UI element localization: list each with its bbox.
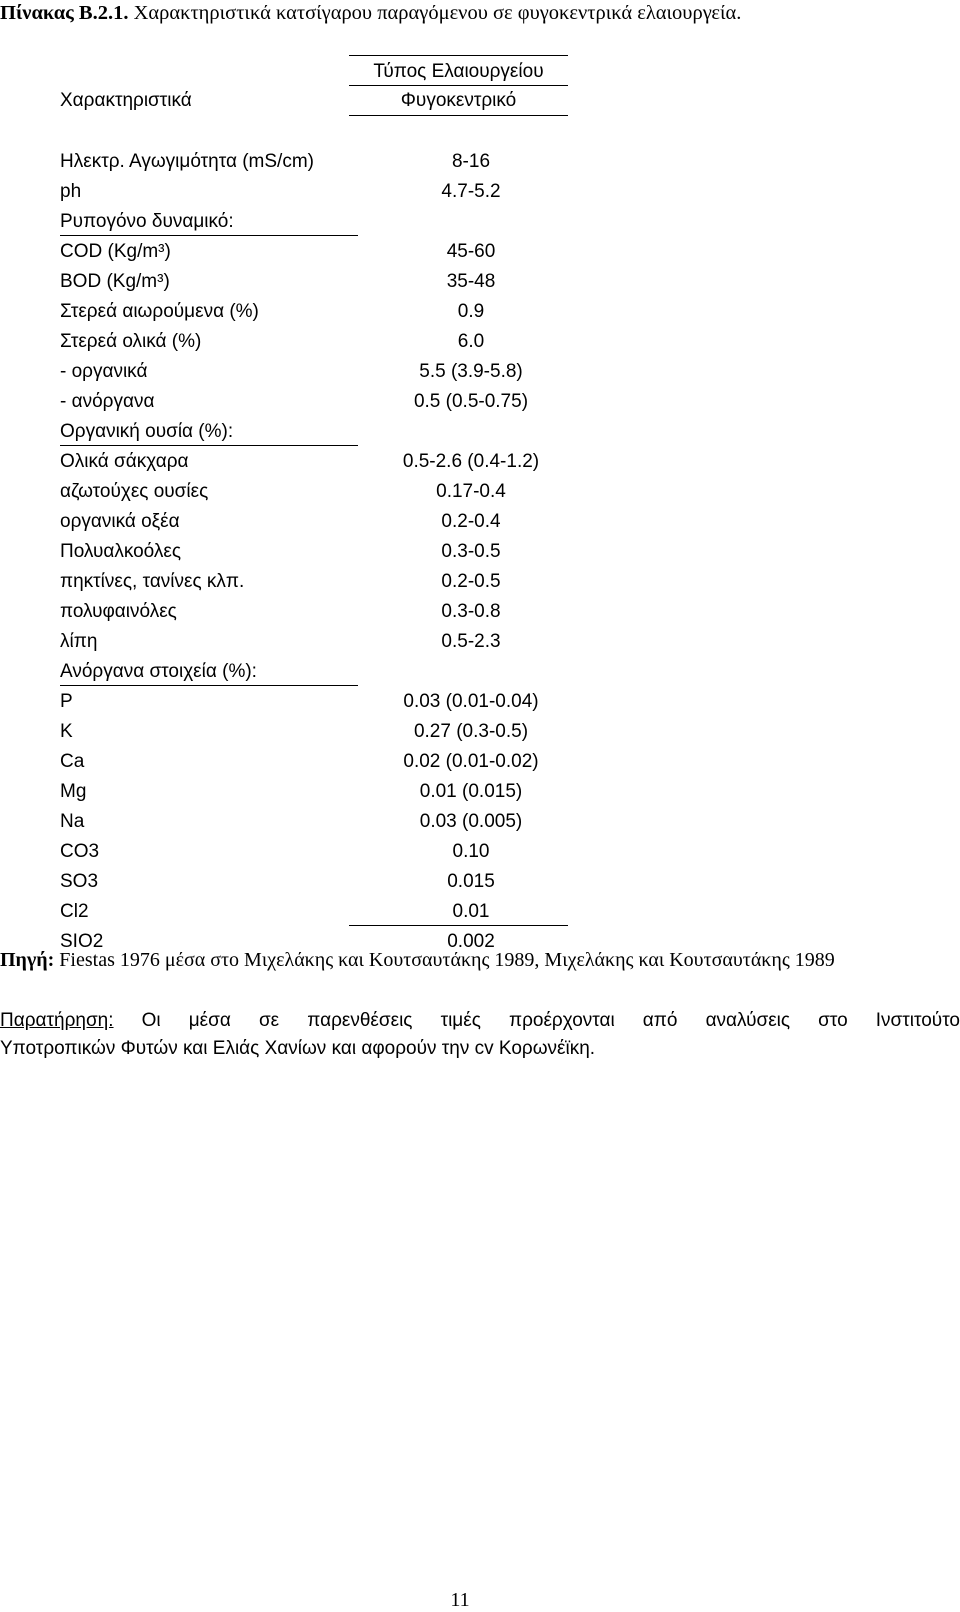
table-row: [0, 507, 600, 537]
section-header-row: [0, 417, 600, 447]
row-label: Cl2: [60, 901, 89, 922]
table-top-rule: [349, 55, 568, 56]
section-label: Οργανική ουσία (%):: [60, 417, 358, 446]
row-label: οργανικά οξέα: [60, 511, 180, 532]
row-value: 0.10: [452, 841, 490, 862]
row-value: 0.3-0.5: [441, 541, 501, 562]
row-value: 0.2-0.5: [441, 571, 501, 592]
table-row: [0, 387, 600, 417]
note-word: μέσα: [188, 1010, 231, 1031]
row-value: 0.17-0.4: [436, 481, 506, 502]
row-label: SIO2: [60, 931, 104, 952]
row-value: 0.2-0.4: [441, 511, 501, 532]
section-header-row: [0, 207, 600, 237]
row-value: 0.03 (0.005): [419, 811, 523, 832]
row-label: Ca: [60, 751, 85, 772]
table-caption-text: Χαρακτηριστικά κατσίγαρου παραγόμενου σε φυγοκεντρικά ελαιουργεία.: [128, 2, 742, 24]
row-label: Mg: [60, 781, 87, 802]
row-label: P: [60, 691, 73, 712]
row-label: Na: [60, 811, 85, 832]
table-row: [0, 567, 600, 597]
table-bottom-rule: [349, 925, 568, 926]
header-column-label: Φυγοκεντρικό: [400, 90, 517, 111]
header-group-rule: [349, 85, 568, 86]
header-bottom-rule: [349, 115, 568, 116]
row-label: Ολικά σάκχαρα: [60, 451, 189, 472]
note-word: παρενθέσεις: [307, 1010, 413, 1031]
table-row: [0, 837, 600, 867]
note-word: στο: [818, 1010, 848, 1031]
row-value: 0.9: [457, 301, 485, 322]
section-label: Ανόργανα στοιχεία (%):: [60, 657, 358, 686]
note-word: Ινστιτούτο: [875, 1010, 960, 1031]
source-citation: [0, 947, 960, 974]
table-row: [0, 357, 600, 387]
row-label: Στερεά ολικά (%): [60, 331, 202, 352]
note-word: προέρχονται: [508, 1010, 615, 1031]
note-word: τιμές: [440, 1010, 481, 1031]
table-row: [0, 867, 600, 897]
row-label: πολυφαινόλες: [60, 601, 177, 622]
row-value: 0.02 (0.01-0.02): [403, 751, 539, 772]
page-number: 11: [450, 1589, 470, 1611]
row-label: CO3: [60, 841, 100, 862]
note-paragraph: [0, 1007, 960, 1063]
row-label: - οργανικά: [60, 361, 148, 382]
row-value: 0.015: [447, 871, 495, 892]
header-group-label: Τύπος Ελαιουργείου: [373, 61, 544, 82]
table-row: [0, 477, 600, 507]
table-row: [0, 777, 600, 807]
row-value: 8-16: [451, 151, 491, 172]
row-label: K: [60, 721, 73, 742]
table-row: [0, 297, 600, 327]
table-row: [0, 897, 600, 927]
row-label: BOD (Kg/m³): [60, 271, 170, 292]
note-line-2: Υποτροπικών Φυτών και Ελιάς Χανίων και αφορούν την cv Κορωνέϊκη.: [0, 1038, 596, 1059]
note-word: σε: [258, 1010, 280, 1031]
row-value: 0.03 (0.01-0.04): [403, 691, 539, 712]
note-word: Οι: [141, 1010, 161, 1031]
table-row: [0, 267, 600, 297]
row-label: πηκτίνες, τανίνες κλπ.: [60, 571, 245, 592]
table-number: Πίνακας Β.2.1.: [0, 2, 129, 24]
row-value: 35-48: [446, 271, 496, 292]
table-row: [0, 147, 600, 177]
row-label: λίπη: [60, 631, 98, 652]
table-row: [0, 807, 600, 837]
source-text: Fiestas 1976 μέσα στο Μιχελάκης και Κουτσαυτάκης 1989, Μιχελάκης και Κουτσαυτάκης 1989: [54, 949, 835, 971]
row-value: 0.01: [452, 901, 490, 922]
row-value: 4.7-5.2: [441, 181, 501, 202]
table-row: [0, 597, 600, 627]
row-value: 0.3-0.8: [441, 601, 501, 622]
row-value: 0.5-2.6 (0.4-1.2): [402, 451, 540, 472]
table-row: [0, 627, 600, 657]
row-label: COD (Kg/m³): [60, 241, 171, 262]
table-caption: [0, 0, 741, 26]
row-value: 0.002: [447, 931, 495, 952]
table-row: [0, 327, 600, 357]
row-value: 6.0: [457, 331, 485, 352]
section-label: Ρυπογόνο δυναμικό:: [60, 207, 358, 236]
table-body: [0, 147, 600, 957]
table-row: [0, 237, 600, 267]
row-label: Πολυαλκοόλες: [60, 541, 182, 562]
row-label: - ανόργανα: [60, 391, 155, 412]
source-label: Πηγή:: [0, 949, 55, 971]
row-label: SO3: [60, 871, 99, 892]
table-row: [0, 537, 600, 567]
note-heading: Παρατήρηση:: [0, 1010, 114, 1031]
row-value: 5.5 (3.9-5.8): [419, 361, 523, 382]
row-label: Ηλεκτρ. Αγωγιμότητα (mS/cm): [60, 151, 314, 172]
row-label: αζωτούχες ουσίες: [60, 481, 209, 502]
table-row: [0, 447, 600, 477]
row-value: 0.01 (0.015): [419, 781, 523, 802]
note-word: από: [642, 1010, 678, 1031]
row-value: 0.27 (0.3-0.5): [413, 721, 529, 742]
table-row: [0, 747, 600, 777]
row-label: Στερεά αιωρούμενα (%): [60, 301, 259, 322]
table-row: [0, 687, 600, 717]
row-value: 45-60: [446, 241, 496, 262]
note-word: αναλύσεις: [705, 1010, 791, 1031]
section-header-row: [0, 657, 600, 687]
header-characteristic-label: Χαρακτηριστικά: [60, 90, 192, 111]
row-label: ph: [60, 181, 82, 202]
row-value: 0.5-2.3: [441, 631, 501, 652]
row-value: 0.5 (0.5-0.75): [413, 391, 529, 412]
table-row: [0, 177, 600, 207]
note-line-1: [0, 1007, 960, 1035]
table-row: [0, 717, 600, 747]
